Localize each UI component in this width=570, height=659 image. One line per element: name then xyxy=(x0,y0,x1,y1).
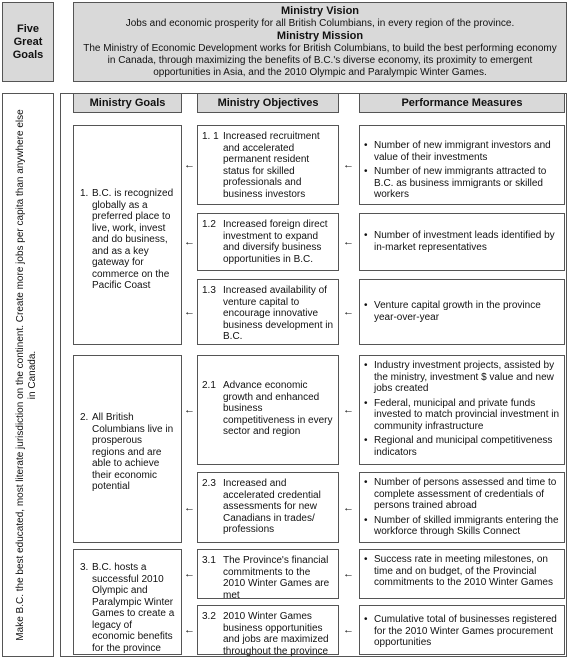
objective-text: Increased foreign direct investment to expand and diversify business opportunities in B.C. xyxy=(223,219,328,265)
objective-box-3-2 xyxy=(197,605,339,655)
goal-box-1 xyxy=(73,125,182,345)
objective-box-3-1 xyxy=(197,549,339,599)
objective-number: 2.1 xyxy=(202,380,216,391)
measure-item: • Number of skilled immigrants entering the workforce through Skills Connect xyxy=(364,515,560,538)
goal-text: B.C. is recognized globally as a preferred place to live, work, invest and do business, and as a key gateway for commerce on the Pacific Coast xyxy=(92,188,174,291)
arrow-left-icon: ← xyxy=(343,624,354,636)
arrow-left-icon: ← xyxy=(343,404,354,416)
column-header-measures: Performance Measures xyxy=(359,93,565,113)
objective-box-1-2 xyxy=(197,213,339,271)
measures-box-2-1 xyxy=(359,355,565,465)
arrow-left-icon: ← xyxy=(343,236,354,248)
vision-title: Ministry Vision xyxy=(280,5,360,17)
vision-mission-box xyxy=(73,2,567,82)
arrow-left-icon: ← xyxy=(343,306,354,318)
measure-item: • Number of persons assessed and time to complete assessment of credentials of persons trained abroad xyxy=(364,477,560,512)
goal-number: 1. xyxy=(80,188,89,199)
vision-text: Jobs and economic prosperity for all British Columbians, in every region of the province. xyxy=(125,18,515,29)
column-header-objectives: Ministry Objectives xyxy=(197,93,339,113)
arrow-left-icon: ← xyxy=(184,306,195,318)
goal-number: 2. xyxy=(80,412,89,423)
objective-text: The Province's financial commitments to the 2010 Winter Games are met xyxy=(223,555,330,601)
great-goal-text: Make B.C. the best educated, most literate jurisdiction on the continent. Create more jobs per capita than anywhere else in Canada. xyxy=(15,109,38,641)
goal-text: B.C. hosts a successful 2010 Olympic and Paralympic Winter Games to create a legacy of economic benefits for the province xyxy=(92,562,175,654)
objective-text: Increased recruitment and accelerated permanent resident status for skilled professionals and business investors xyxy=(223,131,320,200)
goal-text: All British Columbians live in prosperous regions and are able to achieve their economic potential xyxy=(92,412,174,492)
objective-text: Increased and accelerated credential assessments for new Canadians in trades/ professions xyxy=(223,478,321,535)
objective-box-2-3 xyxy=(197,472,339,543)
measure-item: • Cumulative total of businesses registered for the 2010 Winter Games procurement opportunities xyxy=(364,614,560,649)
objective-text: Increased availability of venture capital to encourage innovative business development in B.C. xyxy=(223,285,334,342)
five-great-goals-label: Five Great Goals xyxy=(12,22,44,61)
objective-text: Advance economic growth and enhanced business competitiveness in every sector and region xyxy=(223,380,333,437)
goal-box-2 xyxy=(73,355,182,543)
goal-box-3 xyxy=(73,549,182,655)
arrow-left-icon: ← xyxy=(184,236,195,248)
measures-box-3-1 xyxy=(359,549,565,599)
arrow-left-icon: ← xyxy=(184,404,195,416)
objective-box-1-1 xyxy=(197,125,339,205)
measure-item: • Regional and municipal competitiveness indicators xyxy=(364,435,560,458)
objective-number: 3.1 xyxy=(202,555,216,566)
objective-number: 1. 1 xyxy=(202,131,219,142)
mission-text: The Ministry of Economic Development works for British Columbians, to build the best performing economy in Canada, through maximizing the benefits of B.C.'s diverse economy, its proximity to emergent opportunities in Asia, and the 2010 Olympic and Paralympic Winter Games. xyxy=(83,43,557,78)
measure-item: • Number of investment leads identified by in-market representatives xyxy=(364,230,560,253)
measure-item: • Industry investment projects, assisted by the ministry, investment $ value and new jobs created xyxy=(364,360,560,395)
objective-number: 2.3 xyxy=(202,478,216,489)
arrow-left-icon: ← xyxy=(343,502,354,514)
measure-item: • Federal, municipal and private funds invested to match provincial investment in community infrastructure xyxy=(364,398,560,433)
measure-item: • Number of new immigrant investors and value of their investments xyxy=(364,140,560,163)
mission-title: Ministry Mission xyxy=(276,30,364,42)
measure-item: • Success rate in meeting milestones, on time and on budget, of the Provincial commitments to the 2010 Winter Games xyxy=(364,554,560,589)
arrow-left-icon: ← xyxy=(184,568,195,580)
objective-number: 1.2 xyxy=(202,219,216,230)
arrow-left-icon: ← xyxy=(184,502,195,514)
measures-box-1-1 xyxy=(359,125,565,205)
objective-number: 1.3 xyxy=(202,285,216,296)
five-great-goals-title xyxy=(2,2,54,82)
objective-box-2-1 xyxy=(197,355,339,465)
objective-text: 2010 Winter Games business opportunities and jobs are maximized throughout the province xyxy=(223,611,329,657)
arrow-left-icon: ← xyxy=(343,568,354,580)
measures-box-3-2 xyxy=(359,605,565,655)
measures-box-1-2 xyxy=(359,213,565,271)
measure-item: • Venture capital growth in the province year-over-year xyxy=(364,300,560,323)
measure-item: • Number of new immigrants attracted to B.C. as business immigrants or skilled workers xyxy=(364,166,560,201)
measures-box-1-3 xyxy=(359,279,565,345)
objective-number: 3.2 xyxy=(202,611,216,622)
objective-box-1-3 xyxy=(197,279,339,345)
arrow-left-icon: ← xyxy=(184,159,195,171)
arrow-left-icon: ← xyxy=(343,159,354,171)
goal-number: 3. xyxy=(80,562,89,573)
arrow-left-icon: ← xyxy=(184,624,195,636)
column-header-goals: Ministry Goals xyxy=(73,93,182,113)
measures-box-2-3 xyxy=(359,472,565,543)
